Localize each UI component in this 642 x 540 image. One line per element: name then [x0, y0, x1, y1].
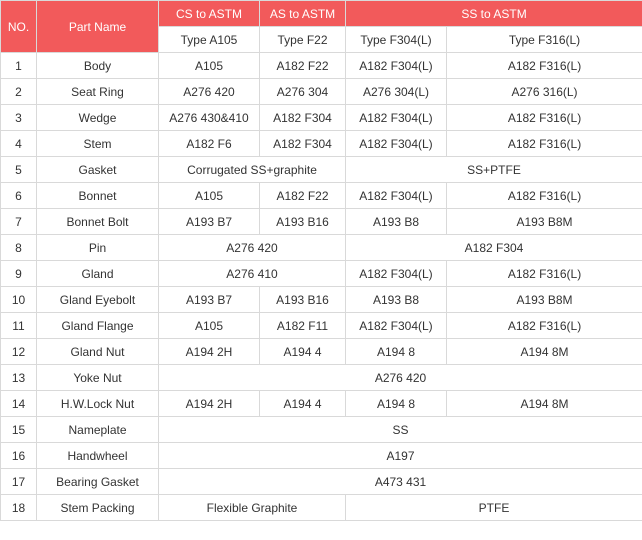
- part-name: Stem: [37, 131, 159, 157]
- ss-f316-material: A182 F316(L): [447, 183, 642, 209]
- ss-f304-material: A194 8: [346, 339, 447, 365]
- row-number: 4: [1, 131, 37, 157]
- table-row: [1, 313, 642, 339]
- table-header: [1, 1, 642, 53]
- part-name: Gland Nut: [37, 339, 159, 365]
- part-name: Bearing Gasket: [37, 469, 159, 495]
- table-row: [1, 261, 642, 287]
- cs-material: A193 B7: [159, 287, 260, 313]
- table-row: [1, 417, 642, 443]
- as-material: A182 F22: [260, 183, 346, 209]
- table-row: [1, 209, 642, 235]
- subheader-type-f304: Type F304(L): [346, 27, 447, 53]
- ss-f304-material: A193 B8: [346, 287, 447, 313]
- ss-f304-material: A193 B8: [346, 209, 447, 235]
- ss-material: SS+PTFE: [346, 157, 642, 183]
- table-row: [1, 157, 642, 183]
- row-number: 2: [1, 79, 37, 105]
- row-number: 16: [1, 443, 37, 469]
- cs-material: A193 B7: [159, 209, 260, 235]
- cs-material: A182 F6: [159, 131, 260, 157]
- cs-material: A276 430&410: [159, 105, 260, 131]
- ss-f304-material: A182 F304(L): [346, 131, 447, 157]
- ss-f304-material: A194 8: [346, 391, 447, 417]
- table-row: [1, 443, 642, 469]
- part-name: H.W.Lock Nut: [37, 391, 159, 417]
- row-number: 12: [1, 339, 37, 365]
- table-row: [1, 79, 642, 105]
- table-row: [1, 391, 642, 417]
- part-name: Handwheel: [37, 443, 159, 469]
- row-number: 3: [1, 105, 37, 131]
- cs-material: A105: [159, 183, 260, 209]
- part-name: Gasket: [37, 157, 159, 183]
- table-row: [1, 339, 642, 365]
- ss-material: A182 F304: [346, 235, 642, 261]
- cs-as-material: A276 410: [159, 261, 346, 287]
- ss-f316-material: A194 8M: [447, 391, 642, 417]
- part-name: Gland: [37, 261, 159, 287]
- ss-f316-material: A193 B8M: [447, 209, 642, 235]
- part-name: Wedge: [37, 105, 159, 131]
- part-name: Stem Packing: [37, 495, 159, 521]
- ss-f304-material: A182 F304(L): [346, 105, 447, 131]
- subheader-type-a105: Type A105: [159, 27, 260, 53]
- ss-f316-material: A182 F316(L): [447, 105, 642, 131]
- cs-as-material: Corrugated SS+graphite: [159, 157, 346, 183]
- part-name: Bonnet: [37, 183, 159, 209]
- row-number: 7: [1, 209, 37, 235]
- table-row: [1, 105, 642, 131]
- as-material: A276 304: [260, 79, 346, 105]
- ss-f316-material: A182 F316(L): [447, 261, 642, 287]
- row-number: 5: [1, 157, 37, 183]
- part-name: Seat Ring: [37, 79, 159, 105]
- ss-f304-material: A182 F304(L): [346, 313, 447, 339]
- row-number: 1: [1, 53, 37, 79]
- cs-material: A276 420: [159, 79, 260, 105]
- row-number: 15: [1, 417, 37, 443]
- row-number: 18: [1, 495, 37, 521]
- header-ss-to-astm: SS to ASTM: [346, 1, 642, 27]
- table-row: [1, 53, 642, 79]
- cs-material: A105: [159, 53, 260, 79]
- table-row: [1, 469, 642, 495]
- part-name: Body: [37, 53, 159, 79]
- part-name: Nameplate: [37, 417, 159, 443]
- ss-f316-material: A182 F316(L): [447, 313, 642, 339]
- row-number: 14: [1, 391, 37, 417]
- all-material: A473 431: [159, 469, 642, 495]
- header-cs-to-astm: CS to ASTM: [159, 1, 260, 27]
- cs-material: A194 2H: [159, 391, 260, 417]
- as-material: A182 F304: [260, 131, 346, 157]
- part-name: Pin: [37, 235, 159, 261]
- ss-material: PTFE: [346, 495, 642, 521]
- header-part-name: Part Name: [37, 1, 159, 53]
- ss-f316-material: A276 316(L): [447, 79, 642, 105]
- ss-f316-material: A182 F316(L): [447, 131, 642, 157]
- all-material: A276 420: [159, 365, 642, 391]
- part-name: Yoke Nut: [37, 365, 159, 391]
- as-material: A193 B16: [260, 287, 346, 313]
- part-name: Gland Eyebolt: [37, 287, 159, 313]
- row-number: 10: [1, 287, 37, 313]
- header-no: NO.: [1, 1, 37, 53]
- subheader-type-f22: Type F22: [260, 27, 346, 53]
- row-number: 9: [1, 261, 37, 287]
- as-material: A193 B16: [260, 209, 346, 235]
- row-number: 13: [1, 365, 37, 391]
- table-row: [1, 131, 642, 157]
- ss-f316-material: A193 B8M: [447, 287, 642, 313]
- table-body: [1, 53, 642, 521]
- all-material: SS: [159, 417, 642, 443]
- ss-f316-material: A194 8M: [447, 339, 642, 365]
- as-material: A194 4: [260, 391, 346, 417]
- subheader-type-f316: Type F316(L): [447, 27, 642, 53]
- table-row: [1, 235, 642, 261]
- table-row: [1, 183, 642, 209]
- ss-f304-material: A182 F304(L): [346, 183, 447, 209]
- cs-material: A194 2H: [159, 339, 260, 365]
- table-row: [1, 495, 642, 521]
- table-row: [1, 365, 642, 391]
- header-as-to-astm: AS to ASTM: [260, 1, 346, 27]
- row-number: 17: [1, 469, 37, 495]
- as-material: A182 F304: [260, 105, 346, 131]
- all-material: A197: [159, 443, 642, 469]
- as-material: A182 F22: [260, 53, 346, 79]
- ss-f304-material: A182 F304(L): [346, 261, 447, 287]
- part-name: Gland Flange: [37, 313, 159, 339]
- row-number: 6: [1, 183, 37, 209]
- ss-f304-material: A276 304(L): [346, 79, 447, 105]
- cs-as-material: A276 420: [159, 235, 346, 261]
- ss-f316-material: A182 F316(L): [447, 53, 642, 79]
- part-name: Bonnet Bolt: [37, 209, 159, 235]
- cs-as-material: Flexible Graphite: [159, 495, 346, 521]
- table-row: [1, 287, 642, 313]
- ss-f304-material: A182 F304(L): [346, 53, 447, 79]
- row-number: 11: [1, 313, 37, 339]
- as-material: A182 F11: [260, 313, 346, 339]
- cs-material: A105: [159, 313, 260, 339]
- row-number: 8: [1, 235, 37, 261]
- as-material: A194 4: [260, 339, 346, 365]
